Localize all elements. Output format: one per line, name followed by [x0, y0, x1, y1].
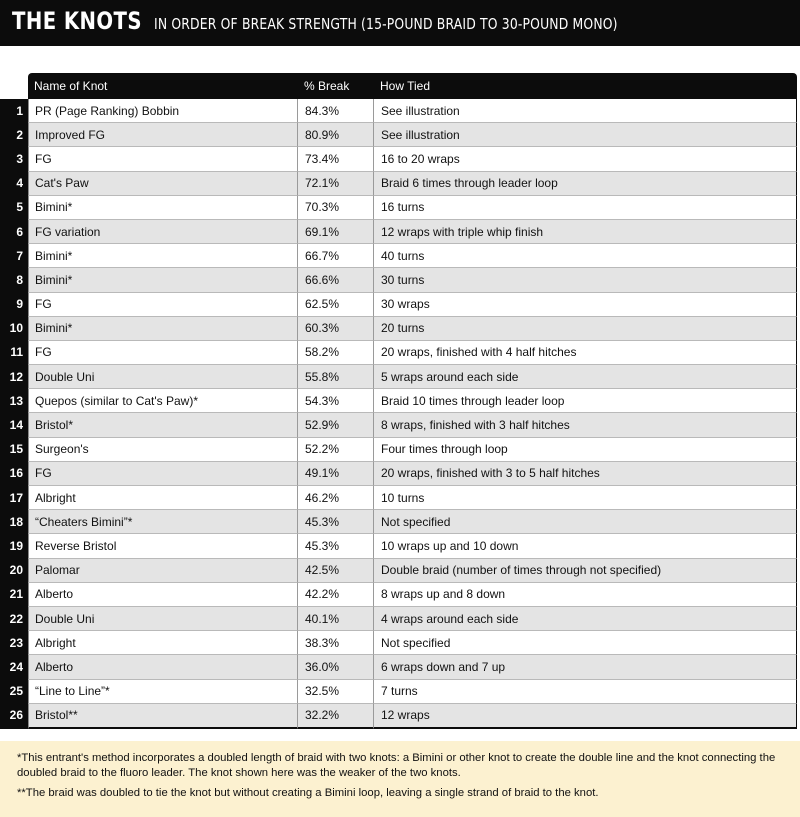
break-percent-cell: 60.3%	[297, 317, 373, 341]
knot-name-cell: “Cheaters Bimini”*	[28, 510, 297, 534]
break-percent-cell: 45.3%	[297, 510, 373, 534]
table-row	[0, 389, 797, 413]
break-percent-cell: 66.7%	[297, 244, 373, 268]
how-tied-cell: 12 wraps	[373, 704, 797, 729]
knot-name-cell: FG	[28, 341, 297, 365]
table-row	[0, 704, 797, 729]
knot-name-cell: Improved FG	[28, 123, 297, 147]
break-percent-cell: 42.5%	[297, 559, 373, 583]
rank-cell: 8	[0, 268, 28, 292]
rank-cell: 10	[0, 317, 28, 341]
table-row	[0, 196, 797, 220]
how-tied-cell: 8 wraps up and 8 down	[373, 583, 797, 607]
break-percent-cell: 42.2%	[297, 583, 373, 607]
knot-name-cell: Bristol**	[28, 704, 297, 729]
how-tied-cell: 40 turns	[373, 244, 797, 268]
how-tied-cell: 16 turns	[373, 196, 797, 220]
knots-table	[0, 73, 797, 729]
break-percent-cell: 72.1%	[297, 172, 373, 196]
table-row	[0, 534, 797, 558]
table-row	[0, 293, 797, 317]
table-row	[0, 317, 797, 341]
knot-name-cell: PR (Page Ranking) Bobbin	[28, 99, 297, 123]
knots-table-container	[0, 73, 797, 729]
how-tied-cell: Not specified	[373, 631, 797, 655]
knot-name-cell: Reverse Bristol	[28, 534, 297, 558]
how-tied-cell: 20 wraps, finished with 4 half hitches	[373, 341, 797, 365]
table-header-row	[0, 73, 797, 99]
header-percent-break: % Break	[297, 73, 373, 99]
knot-name-cell: FG	[28, 293, 297, 317]
rank-cell: 11	[0, 341, 28, 365]
table-row	[0, 220, 797, 244]
how-tied-cell: 12 wraps with triple whip finish	[373, 220, 797, 244]
how-tied-cell: 10 turns	[373, 486, 797, 510]
table-row	[0, 147, 797, 171]
rank-cell: 12	[0, 365, 28, 389]
table-row	[0, 341, 797, 365]
knot-name-cell: Surgeon's	[28, 438, 297, 462]
rank-cell: 9	[0, 293, 28, 317]
table-row	[0, 244, 797, 268]
table-row	[0, 631, 797, 655]
knot-name-cell: Bimini*	[28, 244, 297, 268]
rank-cell: 16	[0, 462, 28, 486]
table-row	[0, 438, 797, 462]
break-percent-cell: 73.4%	[297, 147, 373, 171]
how-tied-cell: 6 wraps down and 7 up	[373, 655, 797, 679]
table-row	[0, 559, 797, 583]
how-tied-cell: 10 wraps up and 10 down	[373, 534, 797, 558]
table-row	[0, 583, 797, 607]
rank-cell: 25	[0, 680, 28, 704]
knot-name-cell: Alberto	[28, 583, 297, 607]
knot-name-cell: Albright	[28, 631, 297, 655]
rank-cell: 7	[0, 244, 28, 268]
table-row	[0, 510, 797, 534]
table-row	[0, 99, 797, 123]
how-tied-cell: 5 wraps around each side	[373, 365, 797, 389]
rank-cell: 15	[0, 438, 28, 462]
rank-cell: 6	[0, 220, 28, 244]
rank-cell: 13	[0, 389, 28, 413]
rank-cell: 20	[0, 559, 28, 583]
how-tied-cell: See illustration	[373, 99, 797, 123]
table-body	[0, 99, 797, 729]
break-percent-cell: 49.1%	[297, 462, 373, 486]
rank-cell: 4	[0, 172, 28, 196]
page-subtitle: IN ORDER OF BREAK STRENGTH (15-POUND BRAID TO 30-POUND MONO)	[154, 15, 619, 33]
table-row	[0, 268, 797, 292]
footnote-single-asterisk: *This entrant's method incorporates a doubled length of braid with two knots: a Bimini or other knot to create the double line and the knot connecting the doubled braid to the fluoro leader. The knot shown here was the weaker of the two knots.	[17, 752, 776, 779]
break-percent-cell: 54.3%	[297, 389, 373, 413]
table-row	[0, 462, 797, 486]
knot-name-cell: Bimini*	[28, 268, 297, 292]
how-tied-cell: Braid 6 times through leader loop	[373, 172, 797, 196]
table-row	[0, 607, 797, 631]
rank-cell: 17	[0, 486, 28, 510]
table-row	[0, 486, 797, 510]
knot-name-cell: Double Uni	[28, 607, 297, 631]
knot-name-cell: Double Uni	[28, 365, 297, 389]
break-percent-cell: 46.2%	[297, 486, 373, 510]
rank-cell: 2	[0, 123, 28, 147]
break-percent-cell: 58.2%	[297, 341, 373, 365]
break-percent-cell: 52.2%	[297, 438, 373, 462]
title-bar	[0, 0, 800, 46]
how-tied-cell: 7 turns	[373, 680, 797, 704]
rank-cell: 26	[0, 704, 28, 729]
how-tied-cell: Not specified	[373, 510, 797, 534]
footnotes	[0, 741, 800, 817]
table-row	[0, 655, 797, 679]
break-percent-cell: 32.5%	[297, 680, 373, 704]
rank-cell: 21	[0, 583, 28, 607]
break-percent-cell: 38.3%	[297, 631, 373, 655]
rank-cell: 5	[0, 196, 28, 220]
how-tied-cell: 30 wraps	[373, 293, 797, 317]
rank-cell: 1	[0, 99, 28, 123]
break-percent-cell: 55.8%	[297, 365, 373, 389]
how-tied-cell: Double braid (number of times through not specified)	[373, 559, 797, 583]
break-percent-cell: 80.9%	[297, 123, 373, 147]
table-row	[0, 413, 797, 437]
break-percent-cell: 32.2%	[297, 704, 373, 729]
break-percent-cell: 62.5%	[297, 293, 373, 317]
knot-name-cell: Albright	[28, 486, 297, 510]
how-tied-cell: Braid 10 times through leader loop	[373, 389, 797, 413]
knot-name-cell: Palomar	[28, 559, 297, 583]
table-row	[0, 680, 797, 704]
how-tied-cell: 16 to 20 wraps	[373, 147, 797, 171]
knot-name-cell: Alberto	[28, 655, 297, 679]
header-rank	[0, 73, 28, 99]
knot-name-cell: “Line to Line”*	[28, 680, 297, 704]
how-tied-cell: 20 wraps, finished with 3 to 5 half hitches	[373, 462, 797, 486]
break-percent-cell: 69.1%	[297, 220, 373, 244]
how-tied-cell: 20 turns	[373, 317, 797, 341]
how-tied-cell: See illustration	[373, 123, 797, 147]
header-how-tied: How Tied	[373, 73, 797, 99]
knot-name-cell: FG variation	[28, 220, 297, 244]
table-row	[0, 123, 797, 147]
break-percent-cell: 52.9%	[297, 413, 373, 437]
how-tied-cell: 4 wraps around each side	[373, 607, 797, 631]
how-tied-cell: 30 turns	[373, 268, 797, 292]
rank-cell: 14	[0, 413, 28, 437]
table-row	[0, 172, 797, 196]
break-percent-cell: 36.0%	[297, 655, 373, 679]
rank-cell: 3	[0, 147, 28, 171]
page-title: THE KNOTS	[12, 7, 142, 35]
knot-name-cell: Cat's Paw	[28, 172, 297, 196]
how-tied-cell: Four times through loop	[373, 438, 797, 462]
rank-cell: 18	[0, 510, 28, 534]
break-percent-cell: 84.3%	[297, 99, 373, 123]
rank-cell: 23	[0, 631, 28, 655]
header-name-of-knot: Name of Knot	[28, 73, 297, 99]
break-percent-cell: 66.6%	[297, 268, 373, 292]
break-percent-cell: 40.1%	[297, 607, 373, 631]
knot-name-cell: Bristol*	[28, 413, 297, 437]
knot-name-cell: Bimini*	[28, 196, 297, 220]
rank-cell: 24	[0, 655, 28, 679]
break-percent-cell: 70.3%	[297, 196, 373, 220]
break-percent-cell: 45.3%	[297, 534, 373, 558]
rank-cell: 22	[0, 607, 28, 631]
knot-name-cell: Quepos (similar to Cat's Paw)*	[28, 389, 297, 413]
how-tied-cell: 8 wraps, finished with 3 half hitches	[373, 413, 797, 437]
footnote-double-asterisk: **The braid was doubled to tie the knot but without creating a Bimini loop, leaving a single strand of braid to the knot.	[17, 787, 599, 799]
knot-name-cell: FG	[28, 462, 297, 486]
knot-name-cell: Bimini*	[28, 317, 297, 341]
knot-name-cell: FG	[28, 147, 297, 171]
table-row	[0, 365, 797, 389]
rank-cell: 19	[0, 534, 28, 558]
